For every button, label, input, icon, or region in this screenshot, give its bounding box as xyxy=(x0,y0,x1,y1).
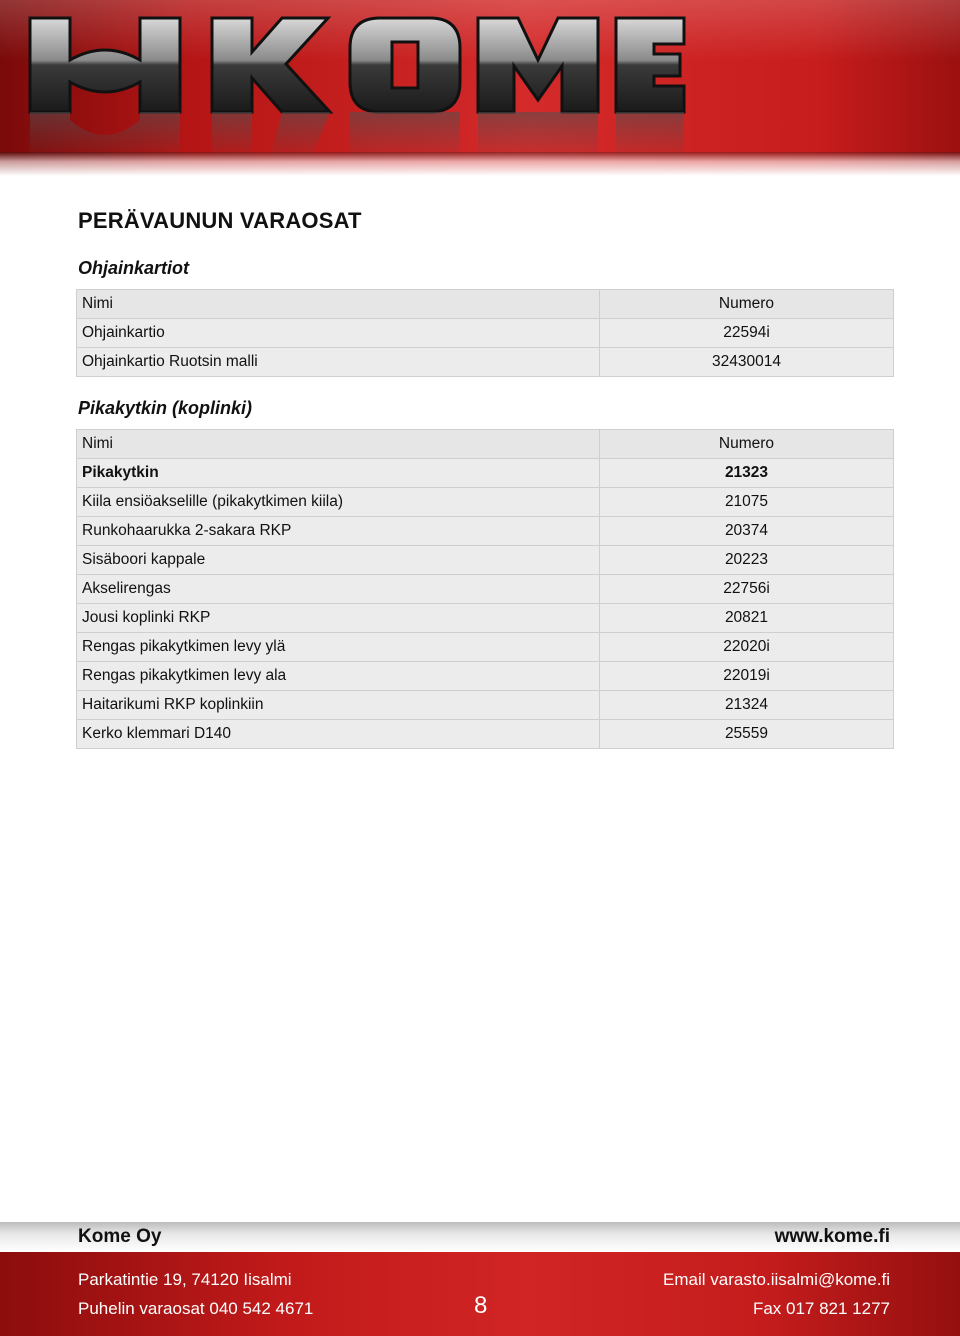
table-row xyxy=(77,546,894,575)
section-title-pikakytkin: Pikakytkin (koplinki) xyxy=(78,398,253,418)
part-number: 22756i xyxy=(600,575,894,604)
table-header-row xyxy=(77,290,894,319)
part-number: 22019i xyxy=(600,662,894,691)
part-name: Akselirengas xyxy=(77,575,600,604)
logo-letter-k xyxy=(212,18,330,112)
part-name: Pikakytkin xyxy=(77,459,600,488)
part-number: 21323 xyxy=(600,459,894,488)
part-number: 20374 xyxy=(600,517,894,546)
part-number: 25559 xyxy=(600,720,894,749)
table-row xyxy=(77,633,894,662)
part-name: Kiila ensiöakselille (pikakytkimen kiila) xyxy=(77,488,600,517)
page-number: 8 xyxy=(474,1292,488,1319)
section-title-ohjainkartiot: Ohjainkartiot xyxy=(78,258,190,278)
part-number: 22594i xyxy=(600,319,894,348)
part-name: Jousi koplinki RKP xyxy=(77,604,600,633)
part-name: Rengas pikakytkimen levy ylä xyxy=(77,633,600,662)
header-banner xyxy=(0,0,960,176)
part-name: Sisäboori kappale xyxy=(77,546,600,575)
part-name: Kerko klemmari D140 xyxy=(77,720,600,749)
footer-address: Parkatintie 19, 74120 Iisalmi xyxy=(78,1270,292,1289)
parts-table-ohjainkartiot xyxy=(76,289,894,377)
part-name: Haitarikumi RKP koplinkiin xyxy=(77,691,600,720)
document-title: PERÄVAUNUN VARAOSAT xyxy=(78,208,362,233)
logo-letter-m xyxy=(478,18,598,112)
part-name: Rengas pikakytkimen levy ala xyxy=(77,662,600,691)
column-header-name: Nimi xyxy=(77,430,600,459)
footer-website: www.kome.fi xyxy=(774,1226,890,1247)
footer-email: Email varasto.iisalmi@kome.fi xyxy=(663,1270,890,1289)
part-name: Ohjainkartio Ruotsin malli xyxy=(77,348,600,377)
footer-fax: Fax 017 821 1277 xyxy=(752,1299,890,1318)
table-row xyxy=(77,319,894,348)
part-number: 20223 xyxy=(600,546,894,575)
table-row xyxy=(77,662,894,691)
part-name: Runkohaarukka 2-sakara RKP xyxy=(77,517,600,546)
footer-phone: Puhelin varaosat 040 542 4671 xyxy=(78,1299,314,1318)
logo-letter-e xyxy=(616,18,684,112)
table-row xyxy=(77,488,894,517)
table-row xyxy=(77,517,894,546)
table-header-row xyxy=(77,430,894,459)
table-row xyxy=(77,459,894,488)
banner-divider xyxy=(0,152,960,176)
part-number: 32430014 xyxy=(600,348,894,377)
column-header-number: Numero xyxy=(600,290,894,319)
table-row xyxy=(77,691,894,720)
column-header-name: Nimi xyxy=(77,290,600,319)
table-row xyxy=(77,720,894,749)
part-number: 20821 xyxy=(600,604,894,633)
part-number: 22020i xyxy=(600,633,894,662)
table-row xyxy=(77,604,894,633)
column-header-number: Numero xyxy=(600,430,894,459)
table-row xyxy=(77,575,894,604)
part-number: 21324 xyxy=(600,691,894,720)
parts-table-pikakytkin xyxy=(76,429,894,749)
footer-company: Kome Oy xyxy=(78,1226,162,1247)
kome-logo xyxy=(0,0,960,176)
part-number: 21075 xyxy=(600,488,894,517)
logo-letter-o xyxy=(350,18,460,112)
table-row xyxy=(77,348,894,377)
part-name: Ohjainkartio xyxy=(77,319,600,348)
logo-emblem xyxy=(30,18,180,112)
